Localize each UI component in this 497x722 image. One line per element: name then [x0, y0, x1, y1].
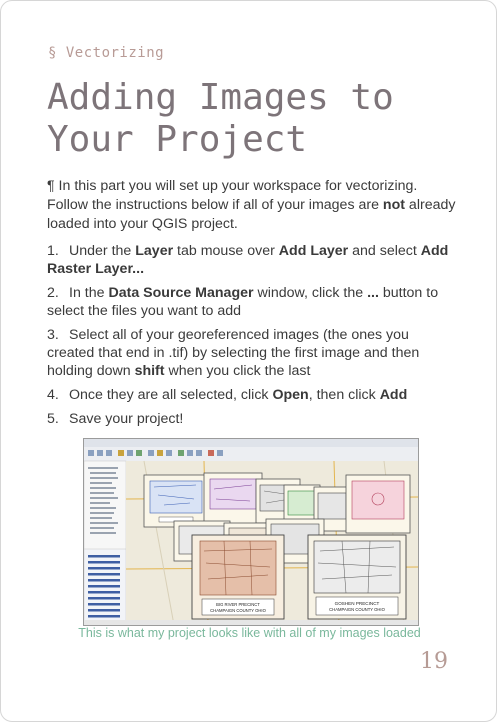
step-text: when you click the last [164, 363, 311, 379]
intro-text-end: already loaded into your QGIS project. [47, 197, 456, 232]
step-2 [47, 284, 457, 320]
instruction-list [47, 242, 457, 433]
step-bold: Add Layer [278, 243, 349, 259]
step-bold: Open [272, 387, 309, 403]
scanned-map-1 [144, 475, 208, 527]
status-bar [84, 620, 418, 625]
intro-emphasis: not [382, 197, 405, 213]
step-text: Under the [69, 243, 136, 259]
step-text: Save your project! [69, 411, 184, 427]
step-bold: Data Source Manager [108, 285, 254, 301]
step-number: 1. [47, 243, 59, 259]
intro-text: ¶ In this part you will set up your workspace for vectorizing. Follow the instructions below if all of your images are [47, 178, 418, 213]
step-text: and select [348, 243, 421, 259]
step-text: tab mouse over [173, 243, 279, 259]
step-text: , then click [308, 387, 380, 403]
section-heading: § Vectorizing [48, 45, 165, 61]
step-number: 4. [47, 387, 59, 403]
step-1 [47, 242, 457, 278]
title-line-2: Your Project [47, 119, 308, 160]
step-text: Once they are all selected, click [69, 387, 273, 403]
step-number: 3. [47, 327, 59, 343]
image-caption: This is what my project looks like with all of my images loaded [78, 626, 421, 640]
step-3 [47, 326, 457, 380]
map-label-1: BIG RIVER PRECINCT [216, 602, 260, 607]
scanned-map-big-river [192, 535, 284, 619]
page-number: 19 [420, 649, 448, 674]
map-label-4: CHAMPAIGN COUNTY OHIO [329, 607, 385, 612]
scanned-map-2 [204, 473, 262, 525]
step-text: In the [69, 285, 109, 301]
intro-paragraph [47, 177, 457, 234]
step-bold: Add [379, 387, 408, 403]
map-label-2: CHAMPAIGN COUNTY OHIO [210, 608, 266, 613]
step-number: 5. [47, 411, 59, 427]
step-bold: Add Raster Layer... [47, 243, 449, 277]
step-bold: Layer [135, 243, 174, 259]
scanned-map-6 [346, 475, 410, 533]
step-text: Select all of your georeferenced images (the ones you created that end in .tif) by selecting the first image and then holding down [47, 327, 420, 379]
map-label-3: GOSHEN PRECINCT [334, 601, 380, 606]
step-bold: ... [367, 285, 379, 301]
step-4 [47, 386, 457, 404]
page-title [47, 77, 394, 161]
scanned-map-goshen [308, 535, 406, 619]
step-bold: shift [134, 363, 165, 379]
step-text: window, click the [253, 285, 368, 301]
title-line-1: Adding Images to [47, 77, 394, 118]
qgis-screenshot-illustration [84, 439, 418, 625]
toolbar [84, 447, 418, 461]
step-5 [47, 410, 457, 428]
qgis-screenshot-image [83, 438, 419, 626]
step-text: button to select the files you want to add [47, 285, 439, 319]
step-number: 2. [47, 285, 59, 301]
title-bar [84, 439, 418, 447]
